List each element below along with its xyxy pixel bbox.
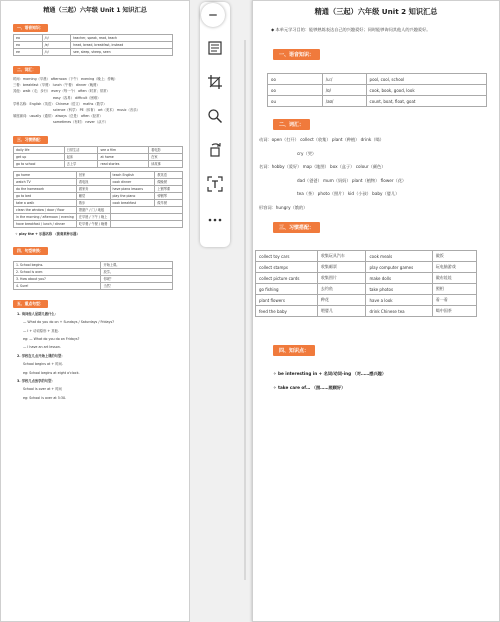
table-cell: /i:/	[42, 49, 71, 56]
table-cell: 散步	[76, 199, 110, 206]
page-unit2[interactable]	[252, 0, 500, 622]
table-cell: 做布娃娃	[432, 273, 476, 284]
text-line: — What do you do on + Sundays / Saturdays / Fridays?	[23, 320, 114, 325]
table-row	[14, 192, 183, 199]
phonics-table	[13, 34, 173, 56]
table-cell: /u:/	[322, 74, 366, 85]
table-row	[14, 146, 183, 153]
table-cell: go fishing	[256, 284, 318, 295]
section-heading: 一、语音知识：	[13, 24, 48, 32]
table-cell: 收集邮票	[317, 262, 366, 273]
table-row	[268, 85, 487, 96]
phrase-table	[13, 171, 183, 228]
table-cell: 喝中国茶	[432, 306, 476, 317]
table-cell: drink Chinese tea	[366, 306, 432, 317]
table-cell: 开始上课。	[101, 261, 173, 268]
text-line: 三餐：breakfast（早餐） lunch（午餐） dinner（晚餐）	[13, 83, 100, 88]
table-cell: count, boat, float, goat	[366, 96, 486, 107]
table-cell: 喂婴儿	[317, 306, 366, 317]
table-cell: make dolls	[366, 273, 432, 284]
text-line: School is over at + 时间	[23, 387, 62, 392]
table-cell: clean the window / door / floor	[14, 206, 77, 213]
table-row	[256, 262, 477, 273]
section-heading: 二、词汇：	[273, 119, 310, 130]
table-cell: 看电影	[149, 146, 183, 153]
table-row	[14, 171, 183, 178]
table-row	[268, 74, 487, 85]
section-heading: 四、句型转换：	[13, 247, 48, 255]
table-cell: have breakfast / lunch / dinner	[14, 220, 77, 227]
table-row	[256, 251, 477, 262]
table-row	[256, 295, 477, 306]
text-line: 形容词：hungry（饿的）	[259, 204, 308, 210]
table-cell: cook dinner	[110, 178, 155, 185]
phonics-table	[267, 73, 487, 107]
table-cell: ea	[14, 35, 43, 42]
table-cell: 吃早餐 / 午餐 / 晚餐	[76, 220, 110, 227]
table-cell: /i:/	[42, 35, 71, 42]
table-row	[14, 261, 173, 268]
table-cell: read stories	[98, 160, 149, 167]
table-cell: 做晚餐	[155, 178, 183, 185]
table-cell: take a walk	[14, 199, 77, 206]
table-cell: play the piano	[110, 192, 155, 199]
tip-text: ✧ play the + 乐器名称 （演奏某种乐器）	[15, 231, 80, 236]
text-line: School begins at + 时间.	[23, 362, 63, 367]
section-heading: 五、重点句型：	[13, 300, 48, 308]
text-line: dad（爸爸） mum（妈妈） plant（植物） flower（花）	[297, 177, 407, 183]
table-cell: 去上学	[64, 160, 98, 167]
section-heading: 一、语音知识：	[273, 49, 320, 60]
text-line: eg: — What do you do on Fridays?	[23, 337, 80, 342]
table-cell: see, sleep, sheep, seen	[71, 49, 173, 56]
knowledge-points	[253, 367, 499, 395]
table-cell: cook breakfast	[110, 199, 155, 206]
scan-text-icon[interactable]	[203, 172, 227, 196]
table-cell: 照相	[432, 284, 476, 295]
phrase-table	[13, 146, 183, 168]
table-cell: 放学。	[101, 268, 173, 275]
table-row	[256, 284, 477, 295]
text-line: 其他：walk（走；步行） every（每一个） often（时常；常常）	[13, 89, 110, 94]
table-cell: 收集玩具汽车	[317, 251, 366, 262]
table-cell: 上钢琴课	[155, 185, 183, 192]
text-line: 1. 询问他人星期几做什么：	[17, 311, 58, 316]
section-heading: 三、习惯搭配：	[13, 136, 48, 144]
table-cell: at home	[98, 153, 149, 160]
table-cell: ea	[14, 42, 43, 49]
table-cell: 擦窗户 / 门 / 地板	[76, 206, 110, 213]
table-cell: 玩电脑游戏	[432, 262, 476, 273]
text-line: science（科学） PE（体育） art（美术） music（音乐）	[53, 108, 140, 113]
table-row	[14, 153, 183, 160]
search-icon[interactable]	[203, 104, 227, 128]
table-row	[14, 178, 183, 185]
table-cell: take photos	[366, 284, 432, 295]
vocab-list	[0, 76, 189, 126]
table-cell: 做饭	[432, 251, 476, 262]
table-row	[14, 185, 183, 192]
table-row	[256, 306, 477, 317]
floating-toolbar	[200, 2, 230, 247]
section-heading: 二、词汇：	[13, 66, 40, 74]
text-line: — I + 动词原形 + 其他.	[23, 328, 59, 333]
table-cell: collect picture cards	[256, 273, 318, 284]
table-cell: pool, cool, school	[366, 74, 486, 85]
table-cell: /e/	[42, 42, 71, 49]
scrollbar[interactable]	[244, 40, 246, 580]
table-row	[14, 199, 183, 206]
page-title: 精通（三起）六年级 Unit 2 知识汇总	[314, 7, 438, 16]
text-line: 时间：morning（早晨） afternoon（下午） evening（晚上；傍晚）	[13, 77, 118, 81]
table-cell: 看电视	[76, 178, 110, 185]
table-cell: 读故事	[149, 160, 183, 167]
table-cell: 弹钢琴	[155, 192, 183, 199]
table-cell: 日常生活	[64, 146, 98, 153]
table-cell: have a look	[366, 295, 432, 306]
grammar-list	[1, 310, 189, 402]
table-row	[14, 275, 173, 282]
sentence-table	[13, 261, 173, 290]
table-cell: get up	[14, 153, 65, 160]
table-row	[14, 282, 173, 289]
text-extract-icon[interactable]	[203, 36, 227, 60]
table-cell: ee	[14, 49, 43, 56]
text-line: 频度副词：usually（通常） always（总是） often（经常）	[13, 114, 103, 119]
intro-text: ◆ 本单元学习目的：能够熟练表达自己的兴趣爱好；同时能够询问其他人的兴趣爱好。	[271, 27, 431, 32]
text-line: 动词：open（打开） collect（收集） plant（种植） drink（喝）	[259, 137, 384, 142]
table-cell: ou	[268, 96, 323, 107]
table-row	[14, 49, 173, 56]
table-cell: 收集图片	[317, 273, 366, 284]
table-cell: play computer games	[366, 262, 432, 273]
table-row	[14, 213, 183, 220]
table-cell: 去钓鱼	[317, 284, 366, 295]
table-cell	[110, 213, 183, 220]
table-row	[14, 220, 183, 227]
table-row	[268, 96, 487, 107]
vocab-list	[253, 133, 499, 214]
table-cell: have piano lessons	[110, 185, 155, 192]
crop-icon[interactable]	[203, 70, 227, 94]
table-cell: teach English	[110, 171, 155, 178]
text-line: eg: School begins at eight o'clock.	[23, 370, 80, 375]
text-line: ✧ take care of… （照……照顾好）	[273, 385, 346, 390]
table-row	[14, 206, 183, 213]
table-cell: 回家	[76, 171, 110, 178]
table-cell: 在早晨 / 下午 / 晚上	[76, 213, 110, 220]
table-cell: 在家	[149, 153, 183, 160]
table-cell: 种花	[317, 295, 366, 306]
table-row	[14, 35, 173, 42]
page-title: 精通（三起）六年级 Unit 1 知识汇总	[43, 7, 147, 14]
text-line: 学科名称：English（英语） Chinese（语文） maths（数学）	[13, 101, 107, 106]
table-cell: 教英语	[155, 171, 183, 178]
table-cell: collect toy cars	[256, 251, 318, 262]
table-cell	[110, 206, 183, 213]
page-unit1[interactable]	[0, 0, 190, 622]
table-cell: see a film	[98, 146, 149, 153]
section-heading: 四、知识点：	[273, 345, 315, 356]
text-line: ✧ be interesting in + 名词/动词-ing （对……感兴趣）	[273, 371, 387, 376]
table-cell: 睡觉	[76, 192, 110, 199]
text-line: — I have an art lesson.	[23, 345, 61, 350]
table-cell: 当然！	[101, 282, 173, 289]
table-cell: oo	[268, 85, 323, 96]
table-cell: 1. School begins.	[14, 261, 101, 268]
text-line: sometimes（有时） never（从不）	[53, 120, 109, 125]
table-cell: cook, book, good, look	[366, 85, 486, 96]
phrase-table	[255, 250, 477, 317]
table-cell: collect stamps	[256, 262, 318, 273]
table-cell: /aʊ/	[322, 96, 366, 107]
text-line: 3. 学校几点放学的句型：	[17, 379, 55, 384]
table-cell: 做早餐	[155, 199, 183, 206]
table-cell: feed the baby	[256, 306, 318, 317]
text-line: 名词：hobby（爱好） map（地图） box（盒子） colour（颜色）	[259, 164, 386, 169]
table-cell: 2. School is over.	[14, 268, 101, 275]
table-cell: cook meals	[366, 251, 432, 262]
text-line: 2. 学校在几点开始上课的句型：	[17, 353, 65, 358]
table-cell: 做家务	[76, 185, 110, 192]
table-cell: 看一看	[432, 295, 476, 306]
table-cell: go to school	[14, 160, 65, 167]
text-line: easy（容易） difficult（困难）	[53, 95, 101, 100]
table-cell: watch TV	[14, 178, 77, 185]
table-row	[256, 273, 477, 284]
table-row	[14, 160, 183, 167]
table-cell: daily life	[14, 146, 65, 153]
table-cell: in the morning / afternoon / evening	[14, 213, 77, 220]
table-cell: 你呢？	[101, 275, 173, 282]
text-line: eg: School is over at 5:30.	[23, 395, 67, 400]
text-line: tea（茶） photo（照片） kid（小孩） baby（婴儿）	[297, 191, 400, 196]
table-cell: 4. Sure!	[14, 282, 101, 289]
table-cell: head, bread, breakfast, instead	[71, 42, 173, 49]
table-cell: 起床	[64, 153, 98, 160]
table-cell	[110, 220, 183, 227]
table-cell: 3. How about you?	[14, 275, 101, 282]
table-cell: plant flowers	[256, 295, 318, 306]
minus-icon[interactable]	[201, 3, 225, 27]
table-cell: /ʊ/	[322, 85, 366, 96]
table-cell: go to bed	[14, 192, 77, 199]
table-row	[14, 268, 173, 275]
table-cell: do the homework	[14, 185, 77, 192]
table-row	[14, 42, 173, 49]
table-cell: oo	[268, 74, 323, 85]
more-icon[interactable]	[203, 208, 227, 232]
text-line: cry（哭）	[297, 150, 317, 156]
rotate-icon[interactable]	[203, 138, 227, 162]
section-heading: 三、习惯搭配：	[273, 222, 320, 233]
table-cell: go home	[14, 171, 77, 178]
table-cell: teacher, speak, read, teach	[71, 35, 173, 42]
